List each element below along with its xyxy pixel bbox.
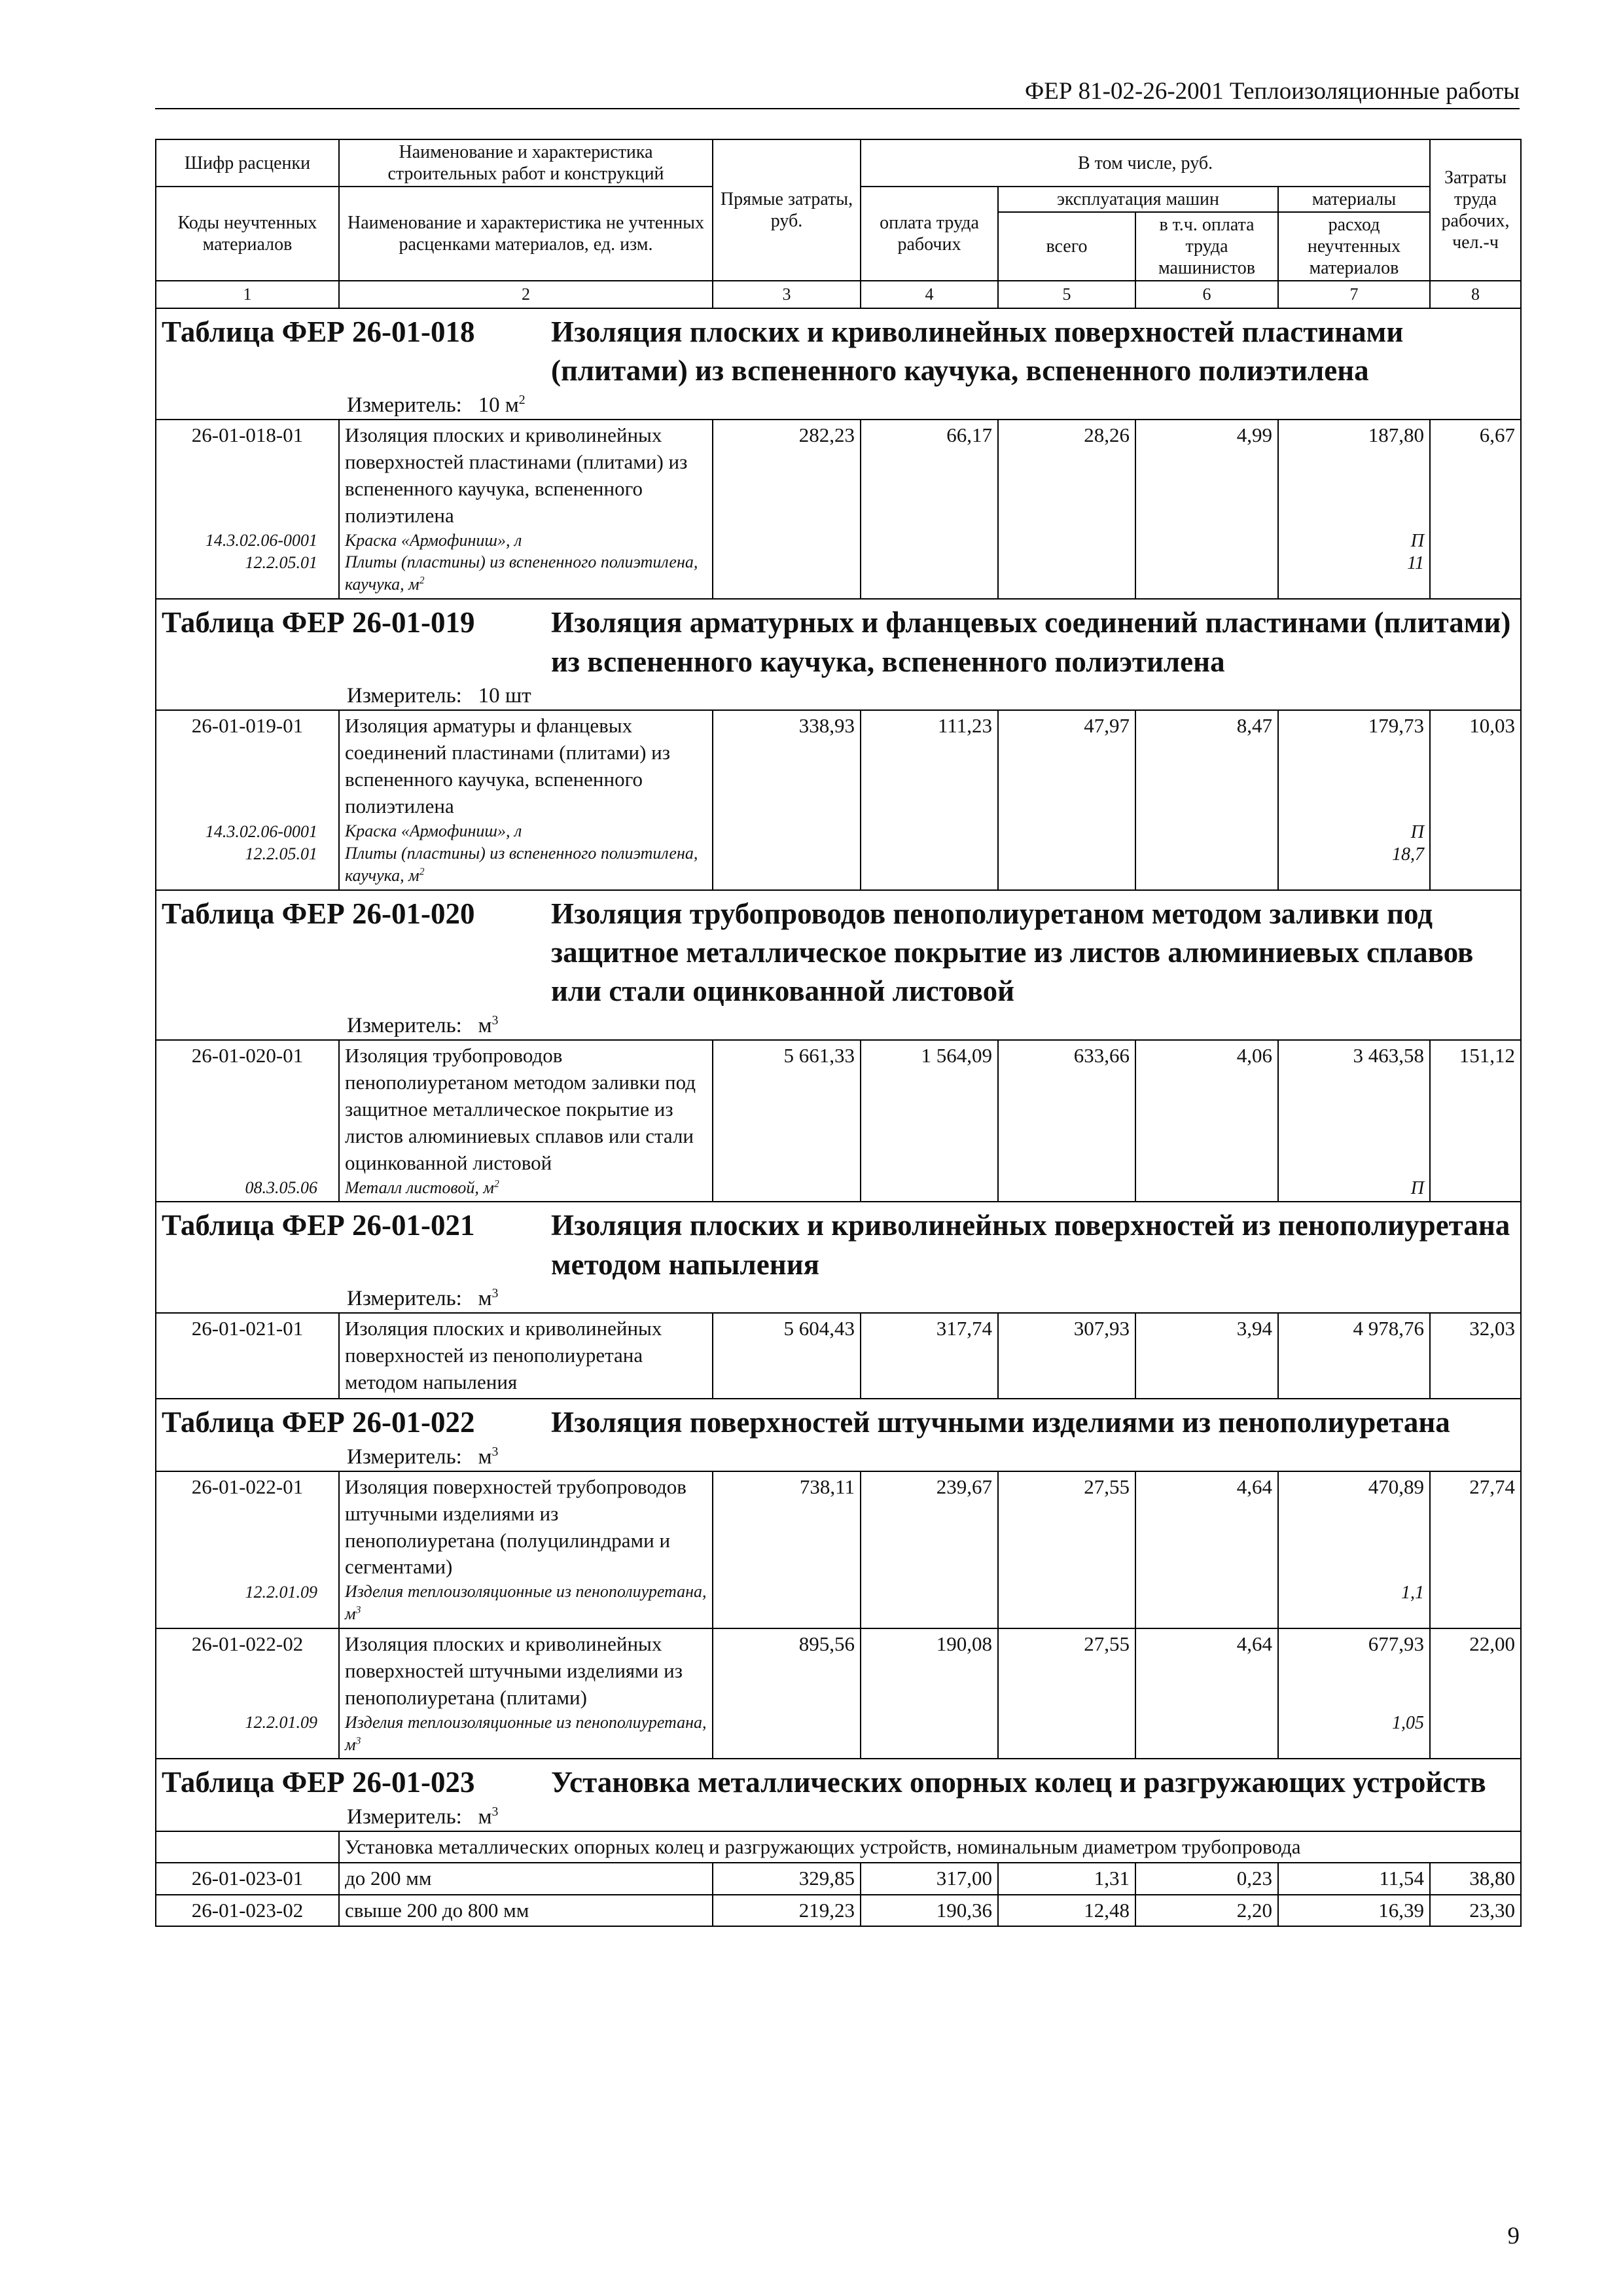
section-code: Таблица ФЕР 26-01-022 <box>162 1406 475 1439</box>
rate-code-cell <box>156 420 339 599</box>
table-body <box>156 308 1521 1926</box>
col-machines-header: эксплуатация машин <box>998 187 1278 212</box>
unit-superscript: 3 <box>491 1286 499 1301</box>
section-code: Таблица ФЕР 26-01-021 <box>162 1209 475 1242</box>
rate-code-cell <box>156 1040 339 1202</box>
value-direct: 738,11 <box>713 1471 861 1628</box>
material-name-text: Краска «Армофиниш», л <box>345 530 522 550</box>
value-materials-cell <box>1278 1040 1430 1202</box>
col-number: 2 <box>339 281 713 308</box>
material-code: 12.2.01.09 <box>245 1583 317 1602</box>
unit-label: Измеритель: <box>347 1444 462 1469</box>
rate-code-cell <box>156 710 339 889</box>
material-consumption: П <box>1410 531 1425 552</box>
section-unit <box>162 683 1515 709</box>
value-operators: 8,47 <box>1135 710 1278 889</box>
value-labor-hours: 27,74 <box>1430 1471 1521 1628</box>
section-title: Изоляция трубопроводов пенополиуретаном методом заливки под защитное металлическое покрытие из листов алюминиевых сплавов или стали оцинкованной листовой <box>551 897 1474 1008</box>
material-consumption: 1,1 <box>1401 1583 1425 1604</box>
rate-name-cell <box>339 1471 713 1628</box>
section-title: Изоляция плоских и криволинейных поверхностей пластинами (плитами) из вспененного каучука, вспененного полиэтилена <box>551 315 1404 387</box>
value-labor: 317,74 <box>861 1313 998 1399</box>
rate-name: Изоляция плоских и криволинейных поверхностей пластинами (плитами) из вспененного каучука, вспененного полиэтилена <box>345 423 688 527</box>
section-unit <box>162 1285 1515 1312</box>
material-unit-superscript: 2 <box>419 575 425 586</box>
material-codes <box>162 1712 333 1756</box>
section-header-row <box>156 890 1521 1040</box>
unit-superscript: 2 <box>518 392 526 407</box>
section-unit <box>162 392 1515 419</box>
rate-row <box>156 710 1521 889</box>
section-code: Таблица ФЕР 26-01-018 <box>162 315 475 348</box>
rate-name: Изоляция плоских и криволинейных поверхностей штучными изделиями из пенополиуретана (плитами) <box>345 1632 683 1709</box>
rate-code-cell <box>156 1313 339 1399</box>
unit-value: м <box>478 1804 492 1829</box>
material-name <box>345 842 707 887</box>
col-number: 4 <box>861 281 998 308</box>
rate-row <box>156 1895 1521 1926</box>
col-number: 8 <box>1430 281 1521 308</box>
material-code: 14.3.02.06-0001 <box>205 531 317 550</box>
value-labor: 317,00 <box>861 1863 998 1894</box>
value-machines: 27,55 <box>998 1628 1135 1759</box>
material-codes <box>162 529 333 596</box>
section-header <box>156 308 1521 420</box>
value-machines: 12,48 <box>998 1895 1135 1926</box>
header-rule <box>155 108 1520 109</box>
subheader-row <box>156 1831 1521 1863</box>
col-materials-header: материалы <box>1278 187 1430 212</box>
material-consumption: 18,7 <box>1392 844 1425 865</box>
unit-value: м <box>478 1013 492 1037</box>
col-name-header: Наименование и характеристика строительных работ и конструкций <box>339 139 713 187</box>
section-header-row <box>156 1202 1521 1313</box>
unit-value: 10 шт <box>478 684 531 708</box>
section-header <box>156 1202 1521 1313</box>
value-machines: 28,26 <box>998 420 1135 599</box>
unit-value: 10 м <box>478 393 519 417</box>
material-code: 12.2.05.01 <box>245 844 317 863</box>
value-materials-cell <box>1278 1313 1430 1399</box>
material-name-text: Металл листовой, м <box>345 1177 494 1197</box>
col-labor-header: оплата труда рабочих <box>861 187 998 281</box>
column-numbers-row <box>156 281 1521 308</box>
col-mat-name-header: Наименование и характеристика не учтенных расценками материалов, ед. изм. <box>339 187 713 281</box>
value-machines: 307,93 <box>998 1313 1135 1399</box>
material-code: 14.3.02.06-0001 <box>205 821 317 841</box>
material-consumption: 11 <box>1407 553 1425 574</box>
section-unit <box>162 1444 1515 1471</box>
material-consumption: П <box>1410 1178 1425 1199</box>
material-consumption: 1,05 <box>1392 1713 1425 1734</box>
unit-label: Измеритель: <box>347 393 462 417</box>
section-title: Изоляция плоских и криволинейных поверхностей из пенополиуретана методом напыления <box>551 1209 1510 1281</box>
section-header-row <box>156 1759 1521 1831</box>
unit-value: м <box>478 1287 492 1311</box>
header-row-1 <box>156 139 1521 187</box>
material-name <box>345 1177 707 1199</box>
rate-name-cell <box>339 420 713 599</box>
rate-row <box>156 1471 1521 1628</box>
value-direct: 5 661,33 <box>713 1040 861 1202</box>
rate-name-cell <box>339 1628 713 1759</box>
rate-name: до 200 мм <box>339 1863 713 1894</box>
unit-label: Измеритель: <box>347 1287 462 1311</box>
value-operators: 4,64 <box>1135 1471 1278 1628</box>
value-labor: 239,67 <box>861 1471 998 1628</box>
material-name-text: Изделия теплоизоляционные из пенополиуретана, м <box>345 1712 707 1754</box>
unit-value: м <box>478 1444 492 1469</box>
col-direct-header: Прямые затраты, руб. <box>713 139 861 281</box>
col-number: 6 <box>1135 281 1278 308</box>
material-unit-superscript: 3 <box>355 1734 361 1746</box>
material-name <box>345 551 707 596</box>
unit-superscript: 3 <box>491 1444 499 1459</box>
col-number: 7 <box>1278 281 1430 308</box>
rate-row <box>156 1313 1521 1399</box>
col-machines-total-header: всего <box>998 212 1135 281</box>
value-materials-cell <box>1278 1628 1430 1759</box>
material-code: 12.2.01.09 <box>245 1713 317 1732</box>
section-unit <box>162 1013 1515 1039</box>
material-unit-superscript: 2 <box>493 1177 499 1189</box>
rate-name: Изоляция поверхностей трубопроводов штучными изделиями из пенополиуретана (полуцилиндрами и сегментами) <box>345 1475 687 1579</box>
value-operators: 4,99 <box>1135 420 1278 599</box>
value-machines: 633,66 <box>998 1040 1135 1202</box>
rate-name: Изоляция трубопроводов пенополиуретаном методом заливки под защитное металлическое покрытие из листов алюминиевых сплавов или стали оцинкованной листовой <box>345 1044 696 1174</box>
rate-code: 26-01-021-01 <box>191 1317 304 1340</box>
rate-name-cell <box>339 1040 713 1202</box>
value-labor: 1 564,09 <box>861 1040 998 1202</box>
value-labor: 190,08 <box>861 1628 998 1759</box>
value-materials-cell <box>1278 1471 1430 1628</box>
rate-code: 26-01-019-01 <box>191 714 304 738</box>
rate-code: 26-01-020-01 <box>191 1044 304 1067</box>
material-unit-superscript: 2 <box>419 865 425 877</box>
col-mat-consumption-header: расход неучтенных материалов <box>1278 212 1430 281</box>
material-name <box>345 1712 707 1756</box>
material-consumption: П <box>1410 821 1425 842</box>
rate-code-cell <box>156 1471 339 1628</box>
value-materials: 16,39 <box>1278 1895 1430 1926</box>
material-codes <box>162 1581 333 1626</box>
material-name <box>345 820 707 842</box>
value-materials: 3 463,58 <box>1353 1044 1425 1067</box>
value-labor_hours: 38,80 <box>1430 1863 1521 1894</box>
material-name-text: Изделия теплоизоляционные из пенополиуретана, м <box>345 1582 707 1624</box>
rate-code: 26-01-023-02 <box>156 1895 339 1926</box>
unit-superscript: 3 <box>491 1013 499 1028</box>
value-operators: 0,23 <box>1135 1863 1278 1894</box>
unit-label: Измеритель: <box>347 1804 462 1829</box>
section-header <box>156 1399 1521 1471</box>
value-materials: 187,80 <box>1368 423 1425 447</box>
section-header <box>156 599 1521 710</box>
value-labor: 111,23 <box>861 710 998 889</box>
section-code: Таблица ФЕР 26-01-019 <box>162 606 475 639</box>
section-header <box>156 1759 1521 1831</box>
rate-code: 26-01-023-01 <box>156 1863 339 1894</box>
value-machines: 1,31 <box>998 1863 1135 1894</box>
section-header-row <box>156 1399 1521 1471</box>
material-name <box>345 1581 707 1625</box>
value-labor: 66,17 <box>861 420 998 599</box>
rate-name: Изоляция плоских и криволинейных поверхностей из пенополиуретана методом напыления <box>345 1317 662 1394</box>
col-code-header: Шифр расценки <box>156 139 339 187</box>
value-direct: 338,93 <box>713 710 861 889</box>
page-number: 9 <box>1507 2223 1520 2250</box>
col-number: 3 <box>713 281 861 308</box>
col-labor-hours-header: Затраты труда рабочих, чел.-ч <box>1430 139 1521 281</box>
value-labor-hours: 10,03 <box>1430 710 1521 889</box>
col-operators-header: в т.ч. оплата труда машинистов <box>1135 212 1278 281</box>
value-labor: 190,36 <box>861 1895 998 1926</box>
value-machines: 27,55 <box>998 1471 1135 1628</box>
rate-row <box>156 420 1521 599</box>
document-title: ФЕР 81-02-26-2001 Теплоизоляционные работы <box>1025 78 1520 105</box>
section-code: Таблица ФЕР 26-01-023 <box>162 1766 475 1799</box>
material-name-text: Плиты (пластины) из вспененного полиэтилена, каучука, м <box>345 843 698 885</box>
rate-row <box>156 1628 1521 1759</box>
value-operators: 4,64 <box>1135 1628 1278 1759</box>
section-header <box>156 890 1521 1040</box>
rate-code: 26-01-022-02 <box>191 1632 304 1656</box>
material-codes <box>162 821 333 888</box>
value-labor-hours: 32,03 <box>1430 1313 1521 1399</box>
section-title: Установка металлических опорных колец и разгружающих устройств <box>551 1766 1486 1799</box>
rate-name-cell <box>339 710 713 889</box>
value-direct: 895,56 <box>713 1628 861 1759</box>
material-name <box>345 529 707 552</box>
value-labor-hours: 22,00 <box>1430 1628 1521 1759</box>
section-title: Изоляция поверхностей штучными изделиями из пенополиуретана <box>551 1406 1450 1439</box>
rate-code-cell <box>156 1628 339 1759</box>
section-unit <box>162 1804 1515 1831</box>
rate-name: свыше 200 до 800 мм <box>339 1895 713 1926</box>
value-direct: 329,85 <box>713 1863 861 1894</box>
value-materials: 4 978,76 <box>1353 1317 1425 1340</box>
material-name-text: Плиты (пластины) из вспененного полиэтилена, каучука, м <box>345 552 698 594</box>
section-code: Таблица ФЕР 26-01-020 <box>162 897 475 930</box>
col-incl-header: В том числе, руб. <box>861 139 1430 187</box>
value-operators: 4,06 <box>1135 1040 1278 1202</box>
value-materials: 11,54 <box>1278 1863 1430 1894</box>
col-number: 5 <box>998 281 1135 308</box>
value-materials-cell <box>1278 420 1430 599</box>
rate-row <box>156 1040 1521 1202</box>
unit-label: Измеритель: <box>347 684 462 708</box>
value-labor-hours: 151,12 <box>1430 1040 1521 1202</box>
material-codes <box>162 1177 333 1199</box>
rate-name: Изоляция арматуры и фланцевых соединений пластинами (плитами) из вспененного каучука, вспененного полиэтилена <box>345 714 671 818</box>
value-materials-cell <box>1278 710 1430 889</box>
subheader-spacer <box>156 1831 339 1863</box>
material-name-text: Краска «Армофиниш», л <box>345 821 522 840</box>
rate-name-cell <box>339 1313 713 1399</box>
value-materials: 179,73 <box>1368 714 1425 738</box>
material-code: 08.3.05.06 <box>245 1178 317 1198</box>
subheader-text: Установка металлических опорных колец и разгружающих устройств, номинальным диаметром трубопровода <box>339 1831 1521 1863</box>
value-machines: 47,97 <box>998 710 1135 889</box>
unit-superscript: 3 <box>491 1804 499 1819</box>
value-direct: 219,23 <box>713 1895 861 1926</box>
section-title: Изоляция арматурных и фланцевых соединений пластинами (плитами) из вспененного каучука, вспененного полиэтилена <box>551 606 1511 678</box>
unit-label: Измеритель: <box>347 1013 462 1037</box>
value-materials: 470,89 <box>1368 1475 1425 1498</box>
value-direct: 5 604,43 <box>713 1313 861 1399</box>
value-direct: 282,23 <box>713 420 861 599</box>
col-mat-code-header: Коды неучтенных материалов <box>156 187 339 281</box>
rate-code: 26-01-018-01 <box>191 423 304 447</box>
value-labor_hours: 23,30 <box>1430 1895 1521 1926</box>
rate-code: 26-01-022-01 <box>191 1475 304 1498</box>
price-table <box>155 139 1522 1927</box>
section-header-row <box>156 308 1521 420</box>
value-operators: 2,20 <box>1135 1895 1278 1926</box>
col-number: 1 <box>156 281 339 308</box>
value-labor-hours: 6,67 <box>1430 420 1521 599</box>
section-header-row <box>156 599 1521 710</box>
material-unit-superscript: 3 <box>355 1604 361 1616</box>
value-materials: 677,93 <box>1368 1632 1425 1656</box>
value-operators: 3,94 <box>1135 1313 1278 1399</box>
rate-row <box>156 1863 1521 1894</box>
material-code: 12.2.05.01 <box>245 553 317 573</box>
